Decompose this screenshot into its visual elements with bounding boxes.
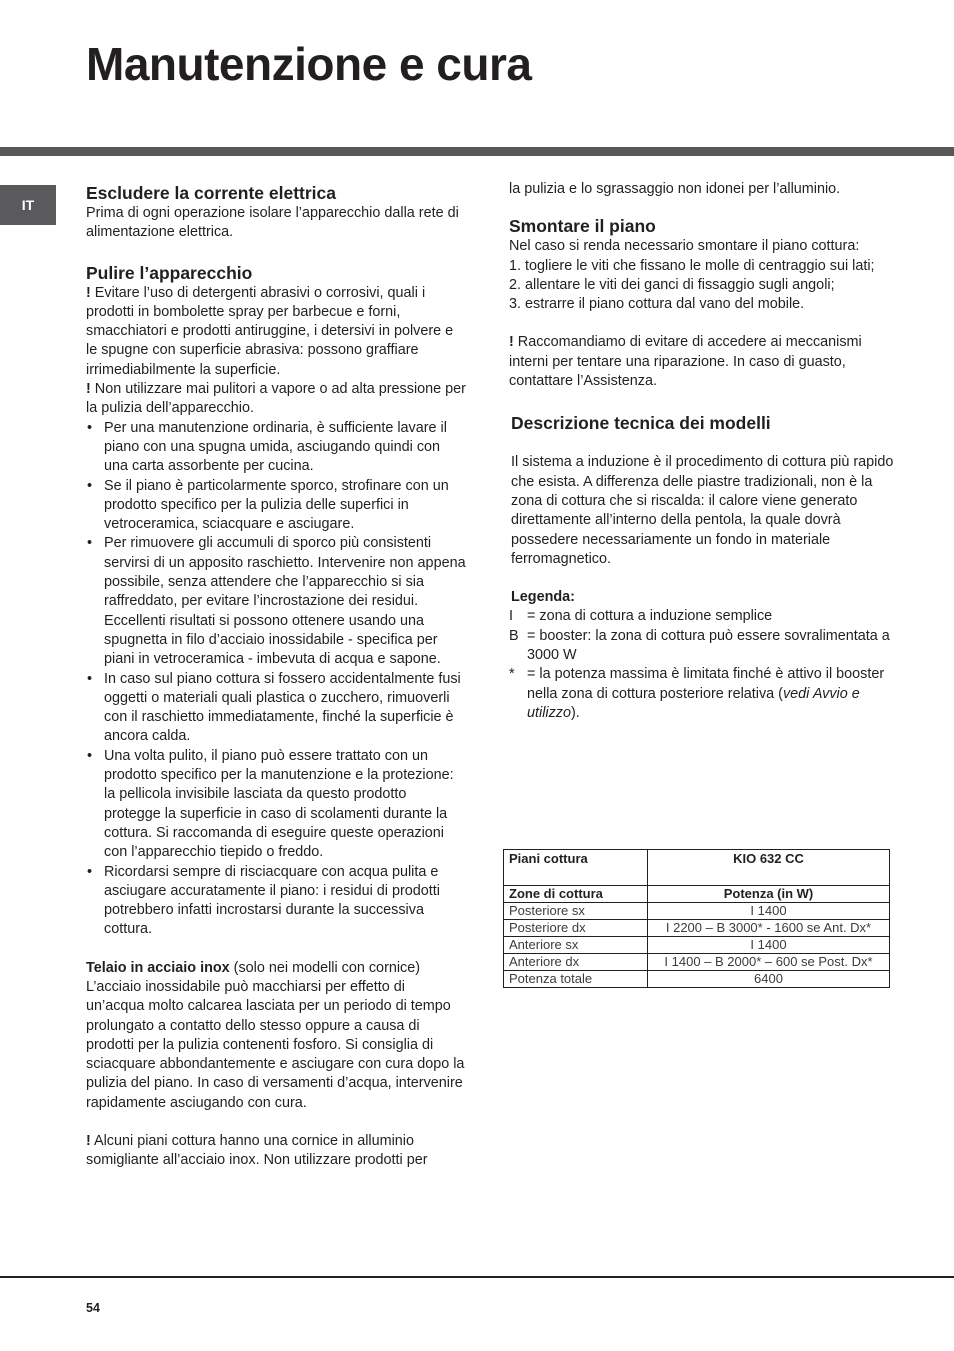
legend-item: B = booster: la zona di cottura può essere sovralimentata a 3000 W: [509, 627, 890, 664]
table-header-cell: Piani cottura: [504, 850, 648, 886]
technical-text: Il sistema a induzione è il procedimento di cottura più rapido che esista. A differenza delle piastre tradizionali, non è la zona di cottura che si riscalda: il calore viene generato direttamente all’interno della pentola, la quale dovrà possedere necessariamente un fondo in materiale ferromagnetico.: [511, 454, 894, 567]
table-cell: Posteriore sx: [504, 903, 648, 920]
warning-abrasives: ! Evitare l’uso di detergenti abrasivi o corrosivi, quali i prodotti in bombolette spray per barbecue e forni, smacchiatori e prodotti antiruggine, i detersivi in polvere e le spugne con superficie abrasiva: possono graffiare irrimediabilmente la superficie.: [86, 284, 454, 378]
list-item: • Per rimuovere gli accumuli di sporco più consistenti servirsi di un apposito raschietto. Intervenire non appena possibile, senza attendere che l’apparecchio si sia raffreddato, per evitare l’incrostazione dei residui. Eccellenti risultati si possono ottenere usando una spugnetta in filo d’acciaio inossidabile - specifica per piani in vetroceramica - imbevuta di acqua e sapone.: [86, 534, 466, 669]
section-heading-power: Escludere la corrente elettrica: [86, 183, 336, 203]
aluminium-continued: la pulizia e lo sgrassaggio non idonei per l’alluminio.: [509, 181, 841, 197]
list-item: • Per una manutenzione ordinaria, è sufficiente lavare il piano con una spugna umida, asciugando quindi con una carta assorbente per cucina.: [86, 419, 466, 477]
legend-title: Legenda:: [511, 589, 575, 606]
table-cell: 6400: [648, 971, 890, 988]
table-header-cell: Potenza (in W): [648, 886, 890, 903]
removal-intro: Nel caso si renda necessario smontare il piano cottura:: [509, 238, 860, 255]
table-row: [504, 971, 890, 988]
table-subheader-row: [504, 886, 890, 903]
warning-icon: !: [509, 334, 514, 351]
warning-steam: ! Non utilizzare mai pulitori a vapore o ad alta pressione per la pulizia dell’apparecchio.: [86, 381, 466, 417]
language-tab: IT: [0, 185, 56, 225]
cleaning-list: [86, 419, 466, 940]
legend-item: * = la potenza massima è limitata finché è attivo il booster nella zona di cottura posteriore relativa (vedi Avvio e utilizzo).: [509, 666, 885, 721]
table-cell: I 1400: [648, 903, 890, 920]
list-item: 1. togliere le viti che fissano le molle di centraggio sui lati;: [509, 257, 875, 274]
warning-aluminium: ! Alcuni piani cottura hanno una cornice in alluminio somigliante all’acciaio inox. Non utilizzare prodotti per: [86, 1133, 428, 1169]
page-number: 54: [86, 1301, 100, 1315]
right-column: [509, 180, 894, 723]
warning-icon: !: [86, 381, 91, 398]
table-row: [504, 954, 890, 971]
list-item: • Se il piano è particolarmente sporco, strofinare con un prodotto specifico per la pulizia delle superfici in vetroceramica, sciacquare e asciugare.: [86, 477, 466, 535]
section-heading-removal: Smontare il piano: [509, 216, 656, 237]
table-cell: Potenza totale: [504, 971, 648, 988]
table-cell: Posteriore dx: [504, 920, 648, 937]
list-item: 2. allentare le viti dei ganci di fissaggio sugli angoli;: [509, 276, 835, 293]
table-row: [504, 937, 890, 954]
table-row: [504, 920, 890, 937]
list-item: • Ricordarsi sempre di risciacquare con acqua pulita e asciugare accuratamente il piano: i residui di prodotti potrebbero infatti incrostarsi durante la successiva cottura.: [86, 863, 466, 940]
inox-heading: Telaio in acciaio inox (solo nei modelli con cornice): [86, 959, 421, 976]
table-header-cell: Zone di cottura: [504, 886, 648, 903]
section-heading-technical: Descrizione tecnica dei modelli: [511, 413, 771, 434]
left-column: [86, 182, 466, 1171]
warning-repair: ! Raccomandiamo di evitare di accedere ai meccanismi interni per tentare una riparazione. In caso di guasto, contattare l’Assistenza.: [509, 334, 862, 390]
legend-item: I = zona di cottura a induzione semplice: [509, 608, 773, 625]
list-item: • Una volta pulito, il piano può essere trattato con un prodotto specifico per la manutenzione e la protezione: la pellicola invisibile lasciata da questo prodotto protegge la superficie in caso di scolamenti durante la cottura. Si raccomanda di eseguire queste operazioni con l’apparecchio tiepido o freddo.: [86, 747, 466, 863]
warning-icon: !: [86, 284, 91, 301]
list-item: 3. estrarre il piano cottura dal vano del mobile.: [509, 296, 805, 313]
table-row: [504, 903, 890, 920]
table-cell: I 1400 – B 2000* – 600 se Post. Dx*: [648, 954, 890, 971]
table-cell: Anteriore sx: [504, 937, 648, 954]
header-divider: [0, 147, 954, 156]
table-header-row: [504, 850, 890, 886]
power-table: [503, 849, 890, 988]
table-cell: Anteriore dx: [504, 954, 648, 971]
section-text-power: Prima di ogni operazione isolare l’apparecchio dalla rete di alimentazione elettrica.: [86, 205, 459, 241]
warning-icon: !: [86, 1133, 91, 1150]
footer-divider: [0, 1276, 954, 1278]
inox-text: L’acciaio inossidabile può macchiarsi per effetto di un’acqua molto calcarea lasciata per un periodo di tempo prolungato a contatto dello stesso oppure a causa di prodotti per la pulizia contenenti fosforo. Si consiglia di sciacquare abbondantemente e asciugare con cura dopo la pulizia del piano. In caso di versamenti d’acqua, intervenire rapidamente asciugando con cura.: [86, 978, 465, 1111]
section-heading-cleaning: Pulire l’apparecchio: [86, 262, 253, 283]
page-title: Manutenzione e cura: [86, 38, 532, 90]
table-cell: I 1400: [648, 937, 890, 954]
table-cell: I 2200 – B 3000* - 1600 se Ant. Dx*: [648, 920, 890, 937]
list-item: • In caso sul piano cottura si fossero accidentalmente fusi oggetti o materiali quali plastica o zucchero, rimuoverli con il raschietto immediatamente, finché la superficie è ancora calda.: [86, 670, 466, 747]
table-header-cell: KIO 632 CC: [648, 850, 890, 886]
removal-steps: [509, 257, 894, 315]
